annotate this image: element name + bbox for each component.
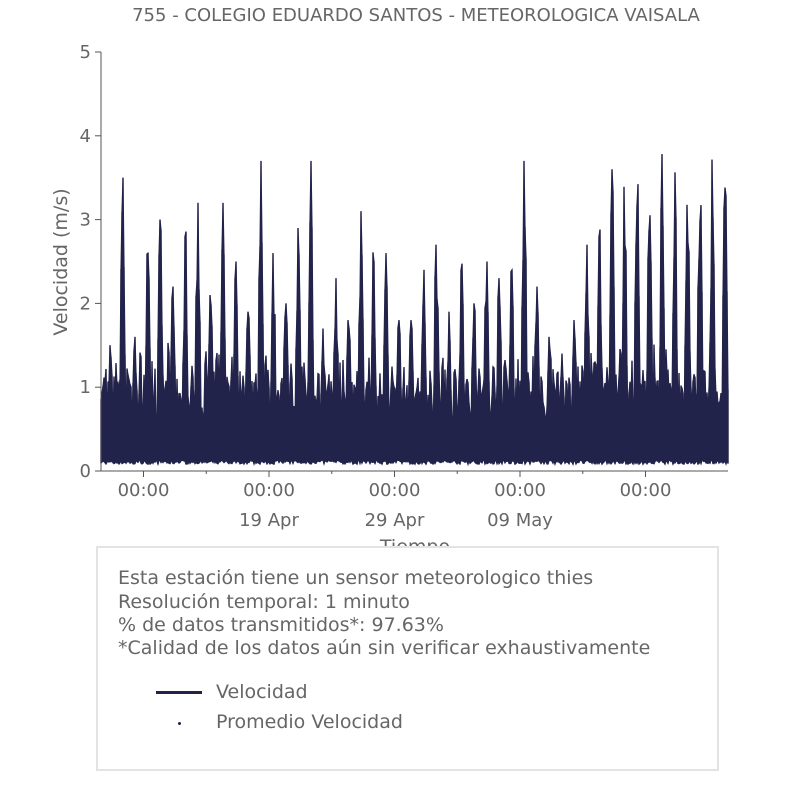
info-quality-note: *Calidad de los datos aún sin verificar exhaustivamente	[118, 637, 651, 659]
legend-promedio-velocidad: Promedio Velocidad	[216, 711, 403, 733]
x-date-label: 29 Apr	[364, 510, 425, 531]
x-tick-label: 00:00	[117, 480, 170, 501]
y-tick-label: 2	[79, 293, 91, 315]
series-velocidad	[101, 154, 728, 464]
x-date-label: 09 May	[487, 510, 553, 531]
x-tick-label: 00:00	[494, 480, 546, 501]
legend-velocidad: Velocidad	[216, 681, 308, 703]
x-tick-label: 00:00	[243, 480, 295, 501]
velocidad-line	[101, 154, 728, 464]
y-tick-label: 4	[79, 125, 91, 147]
x-ticks	[118, 471, 672, 531]
y-axis-label: Velocidad (m/s)	[50, 188, 72, 336]
chart-title: 755 - COLEGIO EDUARDO SANTOS - METEOROLOGICA VAISALA	[132, 5, 700, 26]
y-tick-label: 0	[79, 461, 91, 482]
x-date-label: 19 Apr	[239, 510, 299, 531]
x-tick-label: 00:00	[619, 480, 672, 501]
legend-line-swatch	[156, 691, 202, 694]
y-tick-label: 3	[79, 209, 91, 231]
x-tick-label: 00:00	[368, 480, 421, 501]
legend-point-swatch	[178, 722, 181, 725]
y-ticks	[80, 42, 101, 482]
info-box	[96, 546, 719, 771]
info-sensor: Esta estación tiene un sensor meteorologico thies	[118, 567, 594, 589]
y-tick-label: 1	[79, 377, 91, 399]
y-tick-label: 5	[79, 42, 91, 63]
info-transmitted: % de datos transmitidos*: 97.63%	[118, 614, 444, 636]
info-resolution: Resolución temporal: 1 minuto	[118, 591, 410, 613]
